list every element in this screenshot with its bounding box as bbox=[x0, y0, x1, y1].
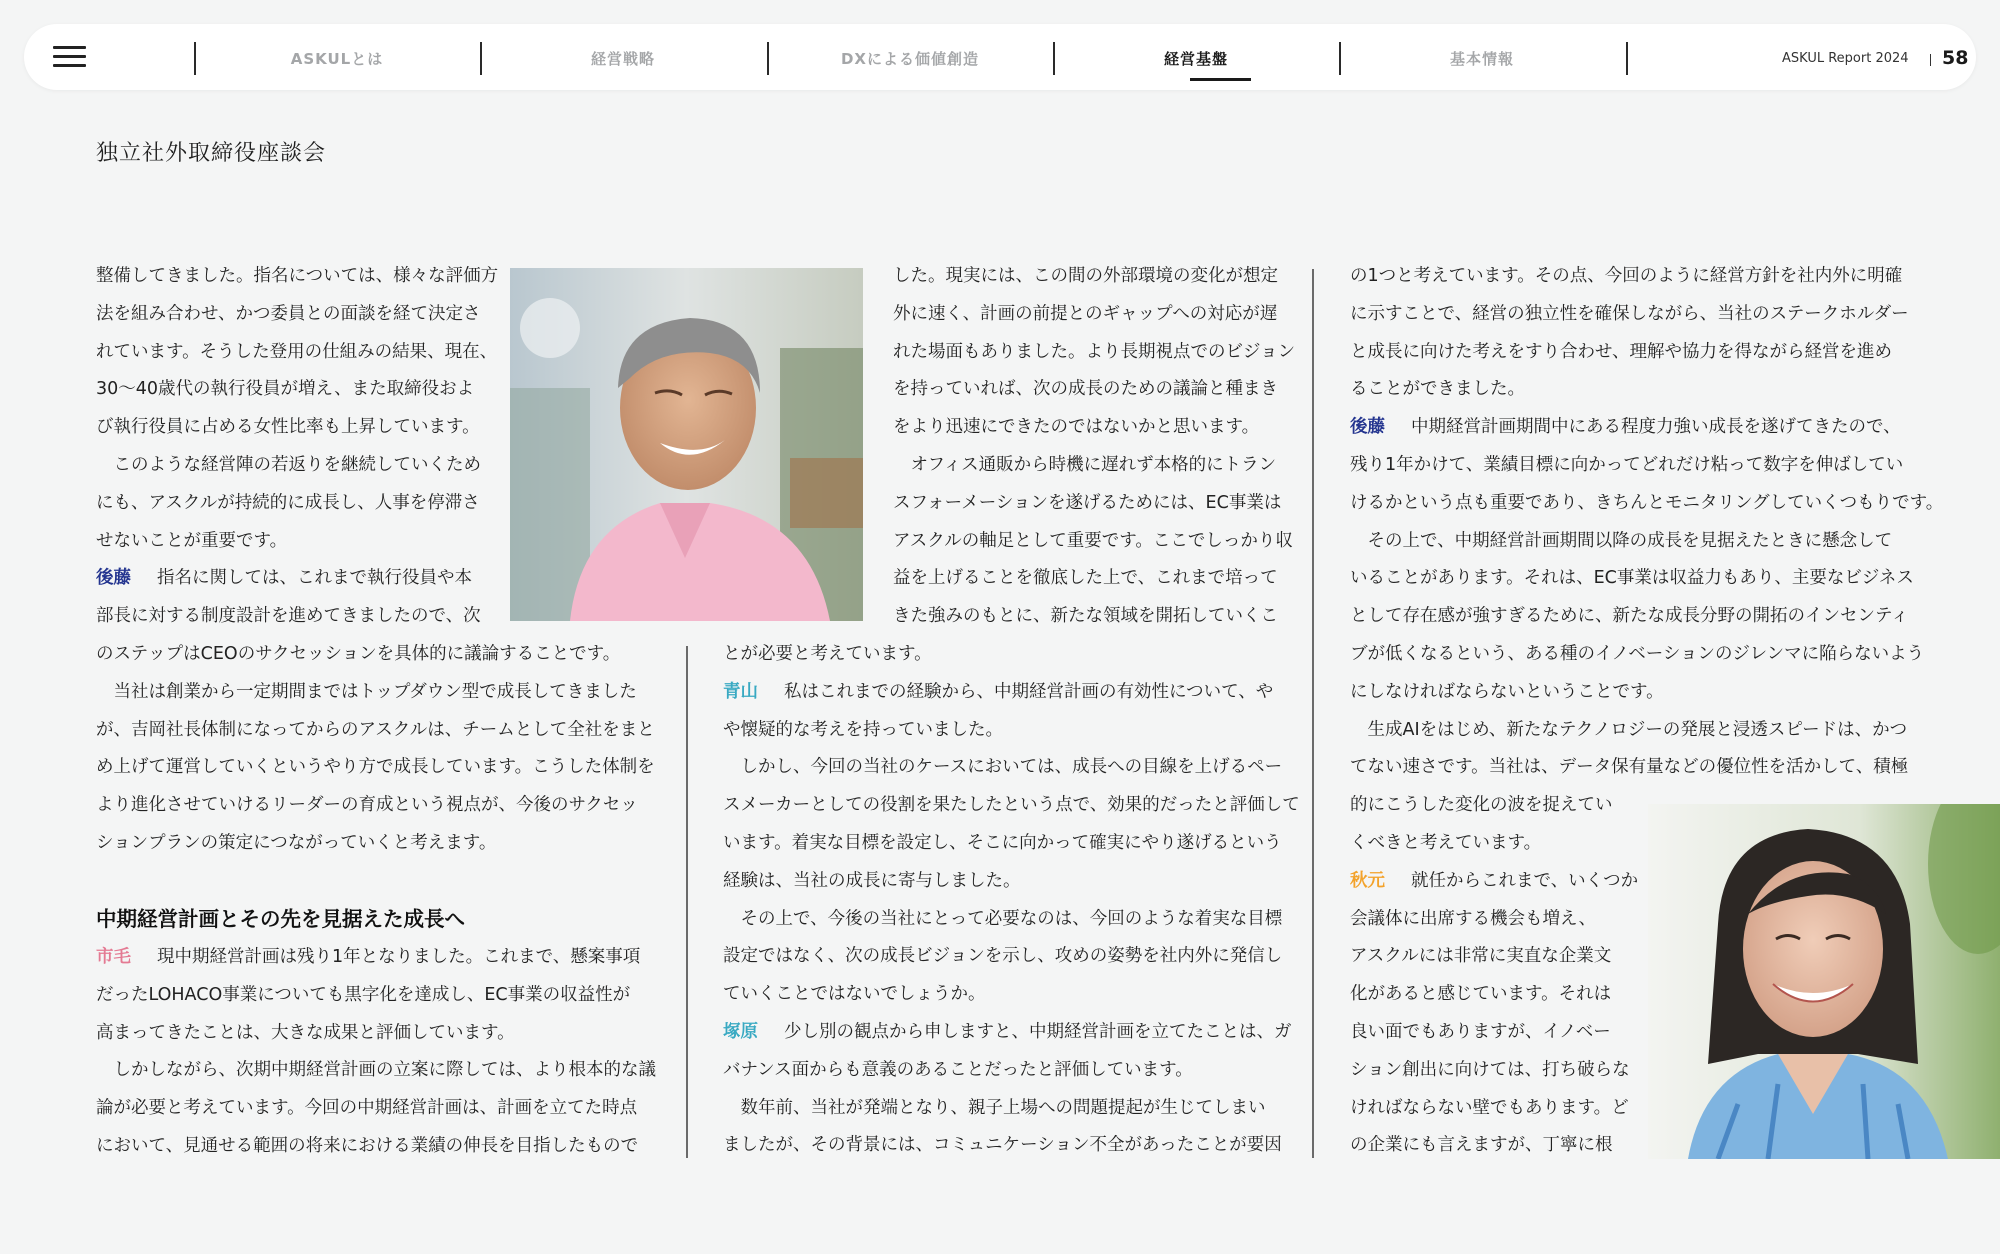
text-line: 経験は、当社の成長に寄与しました。 bbox=[723, 870, 1021, 891]
text-line: 生成AIをはじめ、新たなテクノロジーの発展と浸透スピードは、かつ bbox=[1350, 719, 1908, 740]
text-line: だったLOHACO事業についても黒字化を達成し、EC事業の収益性が bbox=[96, 984, 631, 1005]
text-line: その上で、中期経営計画期間以降の成長を見据えたときに懸念して bbox=[1350, 530, 1893, 551]
speaker-name-akimoto: 秋元 bbox=[1350, 870, 1385, 891]
text-line: います。着実な目標を設定し、そこに向かって確実にやり遂げるという bbox=[723, 832, 1282, 853]
text-line: 整備してきました。指名については、様々な評価方 bbox=[96, 266, 499, 286]
text-line: にしなければならないということです。 bbox=[1350, 681, 1664, 702]
text-line: 設定ではなく、次の成長ビジョンを示し、攻めの姿勢を社内外に発信し bbox=[723, 946, 1283, 967]
text-line: の企業にも言えますが、丁寧に根 bbox=[1350, 1135, 1613, 1156]
text-line: より進化させていけるリーダーの育成という視点が、今後のサクセッ bbox=[96, 795, 638, 816]
text-line bbox=[723, 674, 1300, 712]
column-divider bbox=[686, 646, 688, 1158]
text-line: 部長に対する制度設計を進めてきましたので、次 bbox=[96, 606, 481, 627]
text-line: ション創出に向けては、打ち破らな bbox=[1350, 1059, 1630, 1080]
text-line: ましたが、その背景には、コミュニケーション不全があったことが要因 bbox=[723, 1135, 1282, 1156]
column-2-main bbox=[723, 636, 1300, 1165]
page-number: 58 bbox=[1942, 47, 1969, 69]
text-line bbox=[1350, 409, 1943, 447]
text-line: と成長に向けた考えをすり合わせ、理解や協力を得ながら経営を進め bbox=[1350, 341, 1892, 362]
text-line: め上げて運営していくというやり方で成長しています。こうした体制を bbox=[96, 757, 655, 778]
active-tab-indicator bbox=[1190, 78, 1251, 81]
text-line: オフィス通販から時機に遅れず本格的にトラン bbox=[893, 454, 1277, 475]
nav-tab-management-foundation[interactable]: 経営基盤 bbox=[1163, 50, 1228, 68]
text-line: において、見通せる範囲の将来における業績の伸長を目指したもので bbox=[96, 1135, 639, 1156]
hamburger-menu-icon[interactable] bbox=[53, 45, 86, 69]
speaker-name-ichige: 市毛 bbox=[96, 947, 131, 967]
portrait-photo-akimoto bbox=[1648, 804, 2000, 1159]
text-line: として存在感が強すぎるために、新たな成長分野の開拓のインセンティ bbox=[1350, 606, 1909, 627]
text-line: ションプランの策定につながっていくと考えます。 bbox=[96, 832, 497, 853]
nav-tab-askul-about[interactable]: ASKULとは bbox=[290, 50, 384, 68]
text-line: とが必要と考えています。 bbox=[723, 644, 932, 664]
text-line: このような経営陣の若返りを継続していくため bbox=[96, 454, 481, 475]
speaker-text: 少し別の観点から申しますと、中期経営計画を立てたことは、ガ bbox=[784, 1021, 1292, 1042]
text-line: の1つと考えています。その点、今回のように経営方針を社内外に明確 bbox=[1350, 266, 1903, 286]
nav-tab-strategy[interactable]: 経営戦略 bbox=[590, 50, 655, 68]
text-line: アスクルの軸足として重要です。ここでしっかり収 bbox=[893, 530, 1293, 551]
speaker-name-goto: 後藤 bbox=[96, 568, 131, 589]
text-line: バナンス面からも意義のあることだったと評価しています。 bbox=[723, 1059, 1193, 1080]
speaker-text: 現中期経営計画は残り1年となりました。これまで、懸案事項 bbox=[157, 947, 641, 967]
text-line: 法を組み合わせ、かつ委員との面談を経て決定さ bbox=[96, 303, 481, 324]
text-line: を持っていれば、次の成長のための議論と種まき bbox=[893, 379, 1278, 400]
text-line: スフォーメーションを遂げるためには、EC事業は bbox=[893, 492, 1282, 513]
speaker-text: 私はこれまでの経験から、中期経営計画の有効性について、や bbox=[784, 681, 1274, 702]
menu-line bbox=[53, 46, 86, 49]
text-line: ければならない壁でもあります。ど bbox=[1350, 1097, 1629, 1118]
nav-tab-dx-value[interactable]: DXによる価値創造 bbox=[840, 50, 980, 68]
nav-tab-basic-info[interactable]: 基本情報 bbox=[1449, 50, 1514, 68]
column-2-top bbox=[893, 258, 1295, 636]
text-line: ていくことではないでしょうか。 bbox=[723, 984, 986, 1005]
menu-line bbox=[53, 64, 86, 67]
text-line: てない速さです。当社は、データ保有量などの優位性を活かして、積極 bbox=[1350, 757, 1909, 778]
title-divider bbox=[1930, 54, 1931, 66]
text-line: 当社は創業から一定期間まではトップダウン型で成長してきました bbox=[96, 681, 637, 702]
column-1-bottom bbox=[96, 939, 656, 1166]
text-line: ることができました。 bbox=[1350, 379, 1525, 400]
text-line: 益を上げることを徹底した上で、これまで培って bbox=[893, 568, 1278, 589]
text-line: せないことが重要です。 bbox=[96, 530, 288, 551]
top-navigation-bar bbox=[24, 24, 1976, 90]
column-divider bbox=[1312, 269, 1314, 1158]
text-line: ブが低くなるという、ある種のイノベーションのジレンマに陥らないよう bbox=[1350, 643, 1925, 664]
subsection-heading: 中期経営計画とその先を見据えた成長へ bbox=[96, 907, 465, 931]
text-line: が、吉岡社長体制になってからのアスクルは、チームとして全社をまと bbox=[96, 719, 655, 740]
text-line: しかし、今回の当社のケースにおいては、成長への目線を上げるペー bbox=[723, 757, 1283, 778]
text-line: 外に速く、計画の前提とのギャップへの対応が遅 bbox=[893, 303, 1278, 324]
text-line: くべきと考えています。 bbox=[1350, 832, 1542, 853]
text-line bbox=[723, 1014, 1300, 1052]
text-line: のステップはCEOのサクセッションを具体的に議論することです。 bbox=[96, 643, 621, 664]
speaker-name-goto: 後藤 bbox=[1350, 417, 1385, 438]
text-line: しかしながら、次期中期経営計画の立案に際しては、より根本的な議 bbox=[96, 1060, 656, 1081]
text-line: にも、アスクルが持続的に成長し、人事を停滞さ bbox=[96, 492, 480, 513]
text-line: その上で、今後の当社にとって必要なのは、今回のような着実な目標 bbox=[723, 908, 1283, 929]
speaker-name-aoyama: 青山 bbox=[723, 681, 758, 702]
portrait-photo-goto bbox=[510, 268, 863, 621]
text-line: スメーカーとしての役割を果たしたという点で、効果的だったと評価して bbox=[723, 795, 1300, 816]
speaker-text: 就任からこれまで、いくつか bbox=[1411, 870, 1639, 891]
speaker-name-tsukahara: 塚原 bbox=[723, 1021, 758, 1042]
text-line: れています。そうした登用の仕組みの結果、現在、 bbox=[96, 341, 498, 362]
text-line: きた強みのもとに、新たな領域を開拓していくこ bbox=[893, 606, 1278, 627]
nav-divider bbox=[1626, 42, 1628, 75]
menu-line bbox=[53, 55, 86, 58]
text-line: をより迅速にできたのではないかと思います。 bbox=[893, 417, 1260, 438]
report-title: ASKUL Report 2024 bbox=[1782, 51, 1909, 66]
text-line: 30〜40歳代の執行役員が増え、また取締役およ bbox=[96, 379, 475, 400]
text-line: 化があると感じています。それは bbox=[1350, 984, 1612, 1005]
text-line: び執行役員に占める女性比率も上昇しています。 bbox=[96, 417, 480, 438]
text-line: 会議体に出席する機会も増え、 bbox=[1350, 908, 1597, 929]
text-line: 的にこうした変化の波を捉えてい bbox=[1350, 795, 1613, 816]
text-line: れた場面もありました。より長期視点でのビジョン bbox=[893, 341, 1296, 362]
text-line: や懐疑的な考えを持っていました。 bbox=[723, 719, 1003, 740]
text-line: 数年前、当社が発端となり、親子上場への問題提起が生じてしまい bbox=[723, 1097, 1266, 1118]
text-line bbox=[96, 939, 656, 977]
section-title: 独立社外取締役座談会 bbox=[96, 141, 327, 166]
speaker-text: 指名に関しては、これまで執行役員や本 bbox=[157, 568, 472, 589]
text-line: 良い面でもありますが、イノベー bbox=[1350, 1021, 1611, 1042]
text-line: けるかという点も重要であり、きちんとモニタリングしていくつもりです。 bbox=[1350, 492, 1944, 513]
speaker-text: 中期経営計画期間中にある程度力強い成長を遂げてきたので、 bbox=[1411, 417, 1901, 438]
text-line: に示すことで、経営の独立性を確保しながら、当社のステークホルダー bbox=[1350, 303, 1909, 324]
text-line: 論が必要と考えています。今回の中期経営計画は、計画を立てた時点 bbox=[96, 1098, 638, 1119]
text-line: いることがあります。それは、EC事業は収益力もあり、主要なビジネス bbox=[1350, 568, 1914, 589]
text-line: アスクルには非常に実直な企業文 bbox=[1350, 946, 1612, 967]
text-line: 高まってきたことは、大きな成果と評価しています。 bbox=[96, 1022, 515, 1043]
text-line: 残り1年かけて、業績目標に向かってどれだけ粘って数字を伸ばしてい bbox=[1350, 454, 1904, 475]
text-line: した。現実には、この間の外部環境の変化が想定 bbox=[893, 266, 1278, 286]
